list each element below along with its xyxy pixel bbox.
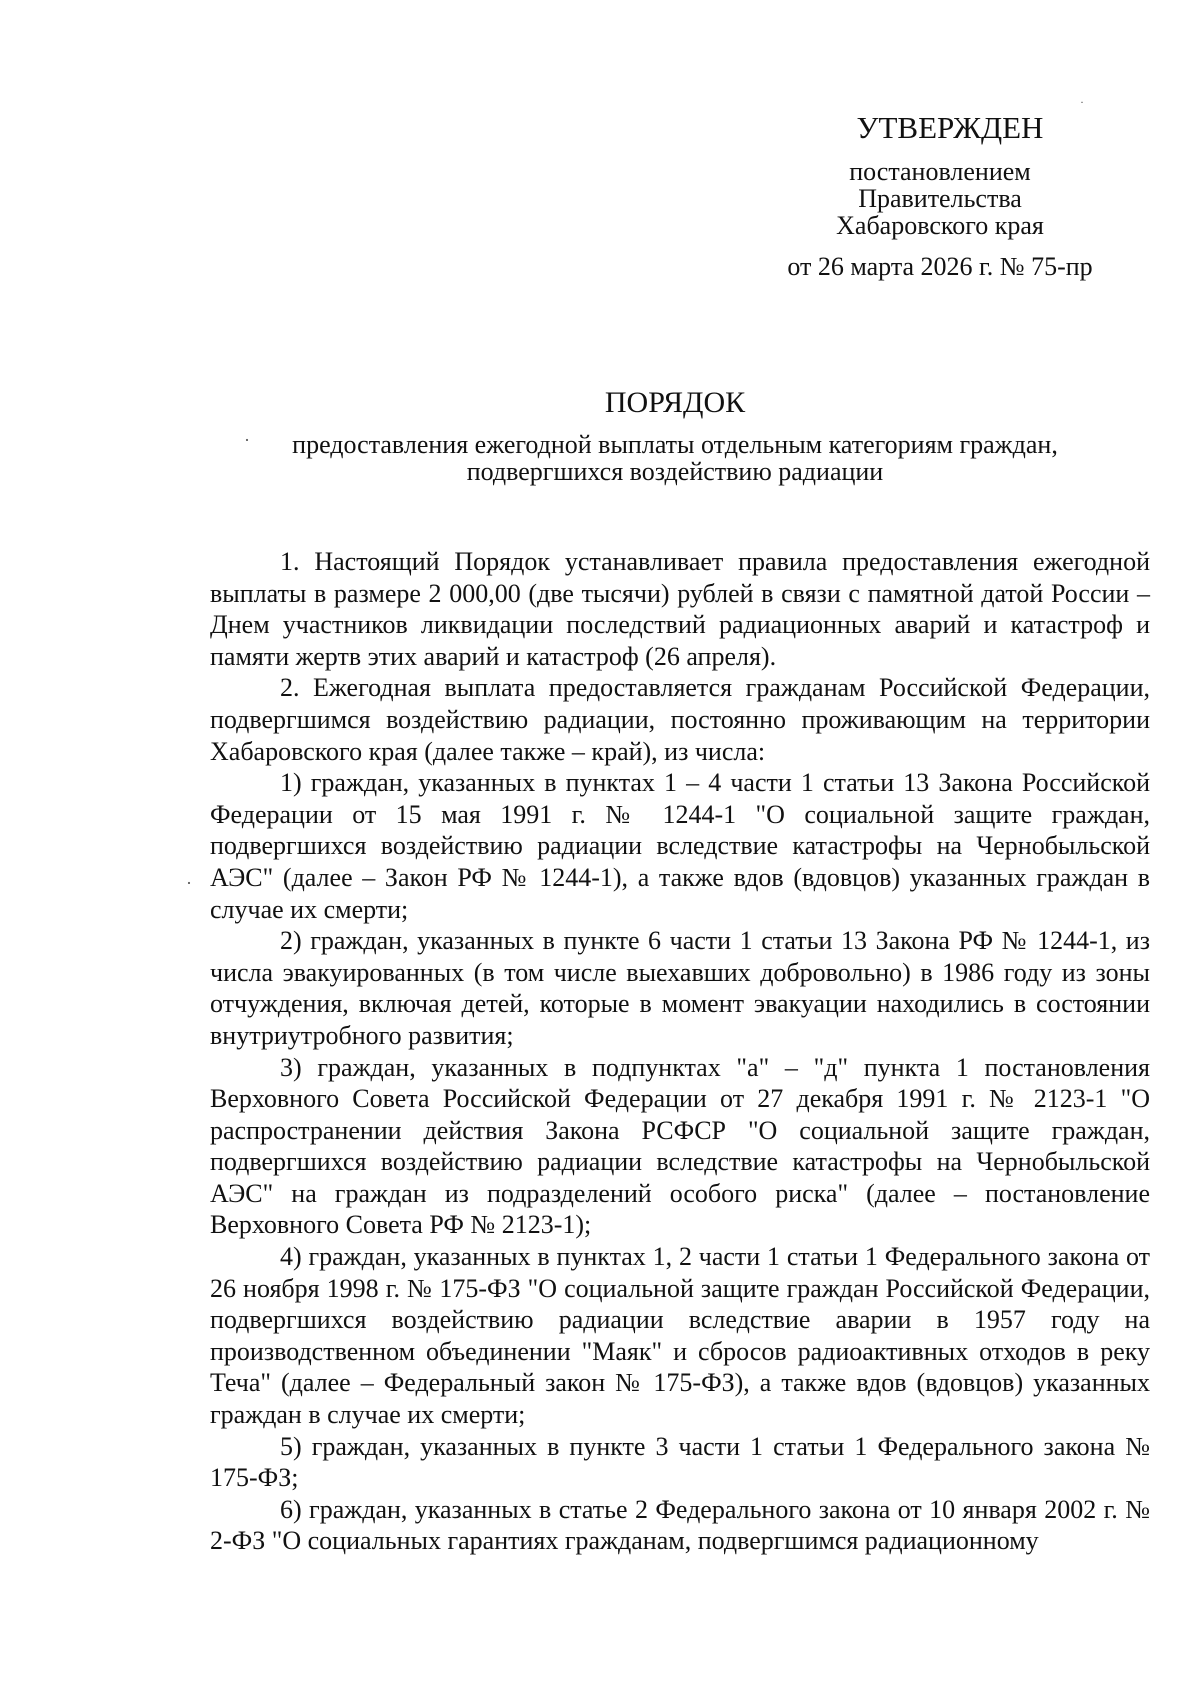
paragraph: 5) граждан, указанных в пункте 3 части 1 статьи 1 Федерального закона № 175-ФЗ;	[210, 1431, 1150, 1493]
approved-heading: УТВЕРЖДЕН	[856, 110, 1044, 145]
scan-speck: ·	[1080, 95, 1084, 109]
subtitle-line: предоставления ежегодной выплаты отдельным категориям граждан,	[292, 430, 1058, 459]
subtitle-line: подвергшихся воздействию радиации	[466, 457, 884, 486]
document-subtitle	[190, 431, 1160, 485]
decree-line: постановлением	[849, 157, 1031, 186]
decree-line: Правительства	[858, 184, 1022, 213]
paragraph: 1. Настоящий Порядок устанавливает правила предоставления ежегодной выплаты в размере 2 000,00 (две тысячи) рублей в связи с памятной датой России – Днем участников ликвидации последствий радиационных аварий и катастроф и памяти жертв этих аварий и катастроф (26 апреля).	[210, 547, 1150, 671]
paragraph: 6) граждан, указанных в статье 2 Федерального закона от 10 января 2002 г. № 2-ФЗ "О социальных гарантиях гражданам, подвергшимся радиационному	[210, 1494, 1150, 1556]
paragraph: 1) граждан, указанных в пунктах 1 – 4 части 1 статьи 13 Закона Российской Федерации от 15 мая 1991 г. № 1244-1 "О социальной защите граждан, подвергшихся воздействию радиации вследствие катастрофы на Чернобыльской АЭС" (далее – Закон РФ № 1244-1), а также вдов (вдовцов) указанных граждан в случае их смерти;	[210, 768, 1150, 924]
decree-line: Хабаровского края	[836, 211, 1044, 240]
decree-reference	[760, 158, 1120, 239]
paragraph: 4) граждан, указанных в пунктах 1, 2 части 1 статьи 1 Федерального закона от 26 ноября 1998 г. № 175-ФЗ "О социальной защите граждан Российской Федерации, подвергшихся воздействию радиации вследствие аварии в 1957 году на производственном объединении "Маяк" и сбросов радиоактивных отходов в реку Теча" (далее – Федеральный закон № 175-ФЗ), а также вдов (вдовцов) указанных граждан в случае их смерти;	[210, 1242, 1150, 1430]
paragraph: 3) граждан, указанных в подпунктах "а" – "д" пункта 1 постановления Верховного Совета Российской Федерации от 27 декабря 1991 г. № 2123-1 "О распространении действия Закона РСФСР "О социальной защите граждан, подвергшихся воздействию радиации вследствие катастрофы на Чернобыльской АЭС" на граждан из подразделений особого риска" (далее – постановление Верховного Совета РФ № 2123-1);	[210, 1052, 1150, 1240]
document-title: ПОРЯДОК	[604, 386, 746, 419]
scan-speck: ·	[244, 430, 250, 450]
decree-date: от 26 марта 2026 г. № 75-пр	[787, 252, 1093, 281]
scan-speck: ·	[186, 873, 192, 893]
document-body	[210, 546, 1150, 1557]
approval-stamp-block	[760, 108, 1120, 282]
paragraph: 2. Ежегодная выплата предоставляется гражданам Российской Федерации, подвергшимся воздействию радиации, постоянно проживающим на территории Хабаровского края (далее также – край), из числа:	[210, 673, 1150, 766]
document-title-block	[190, 383, 1160, 485]
paragraph: 2) граждан, указанных в пункте 6 части 1 статьи 13 Закона РФ № 1244-1, из числа эвакуированных (в том числе выехавших добровольно) в 1986 году из зоны отчуждения, включая детей, которые в момент эвакуации находились в состоянии внутриутробного развития;	[210, 926, 1150, 1050]
